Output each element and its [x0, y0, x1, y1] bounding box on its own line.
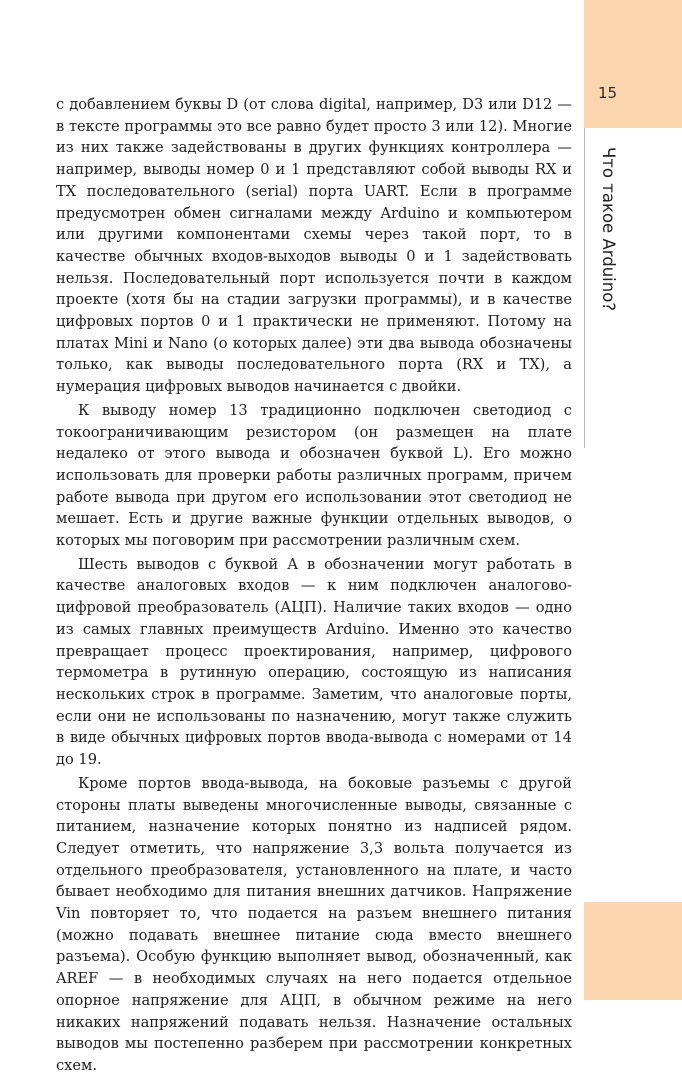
page-number: 15	[598, 84, 618, 102]
paragraph-3: Шесть выводов с буквой А в обозначении могут работать в качестве аналоговых входов — к ним подключен аналогово-цифровой преобразователь (АЦП). Наличие таких входов — одно из самых главных преимуществ Arduino. Именно это качество превращает процесс проектирования, например, цифрового термометра в рутинную операцию, состоящую из написания нескольких строк в программе. Заметим, что аналоговые порты, если они не использованы по назначению, могут также служить в виде обычных цифровых портов ввода-вывода с номерами от 14 до 19.	[56, 555, 572, 769]
side-divider	[584, 128, 585, 448]
paragraph-1: с добавлением буквы D (от слова digital, например, D3 или D12 — в тексте программы это все равно будет просто 3 или 12). Многие из них также задействованы в других функциях контроллера — например, выводы номер 0 и 1 представляют собой выводы RX и TX последовательного (serial) порта UART. Если в программе предусмотрен обмен сигналами между Arduino и компьютером или другими компонентами схемы через такой порт, то в качестве обычных входов-выходов выводы 0 и 1 задействовать нельзя. Последовательный порт используется почти в каждом проекте (хотя бы на стадии загрузки программы), и в качестве цифровых портов 0 и 1 практически не применяют. Потому на платах Mini и Nano (о которых далее) эти два вывода обозначены только, как выводы последовательного порта (RX и TX), а нумерация цифровых выводов начинается с двойки.	[56, 96, 572, 396]
chapter-title: Что такое Arduino?	[599, 147, 618, 312]
side-tab-top	[584, 0, 682, 128]
side-tab-bottom	[584, 902, 682, 1000]
body-text	[56, 94, 572, 1077]
paragraph-2: К выводу номер 13 традиционно подключен светодиод с токоограничивающим резистором (он размещен на плате недалеко от этого вывода и обозначен буквой L). Его можно использовать для проверки работы различных программ, причем работе вывода при другом его использовании этот светодиод не мешает. Есть и другие важные функции отдельных выводов, о которых мы поговорим при рассмотрении различным схем.	[56, 401, 572, 550]
paragraph-4: Кроме портов ввода-вывода, на боковые разъемы с другой стороны платы выведены многочисленные выводы, связанные с питанием, назначение которых понятно из надписей рядом. Следует отметить, что напряжение 3,3 вольта получается из отдельного преобразователя, установленного на плате, и часто бывает необходимо для питания внешних датчиков. Напряжение Vin повторяет то, что подается на разъем внешнего питания (можно подавать внешнее питание сюда вместо внешнего разъема). Особую функцию выполняет вывод, обозначенный, как AREF — в необходимых случаях на него подается отдельное опорное напряжение для АЦП, в обычном режиме на него никаких напряжений подавать нельзя. Назначение остальных выводов мы постепенно разберем при рассмотрении конкретных схем.	[56, 774, 572, 1074]
